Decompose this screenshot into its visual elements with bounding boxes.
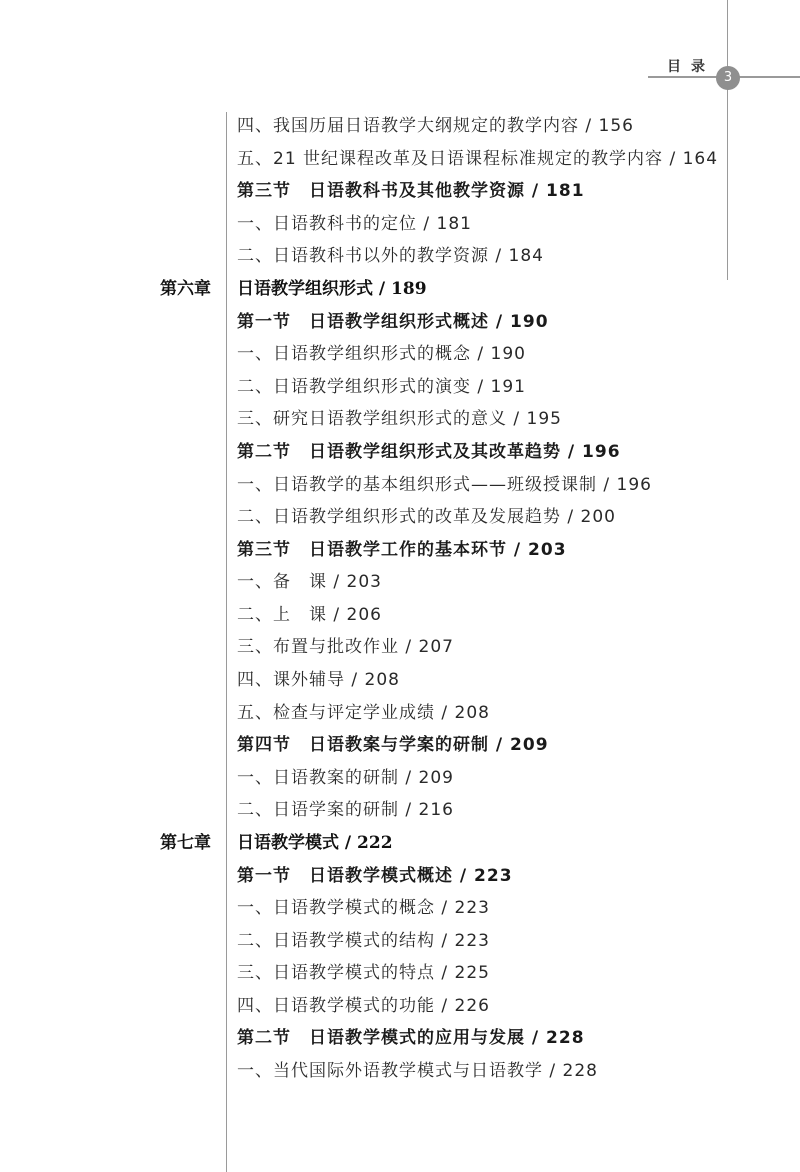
chapter-title[interactable]: 日语教学组织形式 / 189 bbox=[237, 279, 427, 299]
toc-section-entry[interactable]: 第一节 日语教学模式概述 / 223 bbox=[237, 866, 513, 886]
toc-entry[interactable]: 二、日语教学模式的结构 / 223 bbox=[237, 931, 490, 951]
toc-entry[interactable]: 三、研究日语教学组织形式的意义 / 195 bbox=[237, 409, 562, 429]
chapter-label: 第六章 bbox=[160, 279, 211, 299]
toc-entry[interactable]: 一、日语教案的研制 / 209 bbox=[237, 768, 454, 788]
margin-rule bbox=[226, 112, 227, 1172]
toc-section-entry[interactable]: 第三节 日语教学工作的基本环节 / 203 bbox=[237, 540, 567, 560]
toc-entry[interactable]: 四、我国历届日语教学大纲规定的教学内容 / 156 bbox=[237, 116, 634, 136]
toc-entry[interactable]: 五、21 世纪课程改革及日语课程标准规定的教学内容 / 164 bbox=[237, 149, 719, 169]
toc-entry[interactable]: 五、检查与评定学业成绩 / 208 bbox=[237, 703, 490, 723]
toc-section-entry[interactable]: 第三节 日语教科书及其他教学资源 / 181 bbox=[237, 181, 585, 201]
toc-section-entry[interactable]: 第二节 日语教学组织形式及其改革趋势 / 196 bbox=[237, 442, 621, 462]
toc-entry[interactable]: 四、日语教学模式的功能 / 226 bbox=[237, 996, 490, 1016]
toc-entry[interactable]: 一、日语教学模式的概念 / 223 bbox=[237, 898, 490, 918]
header-vertical-rule bbox=[727, 0, 728, 280]
toc-entry[interactable]: 四、课外辅导 / 208 bbox=[237, 670, 400, 690]
chapter-title[interactable]: 日语教学模式 / 222 bbox=[237, 833, 393, 853]
running-header-title: 目录 bbox=[667, 59, 715, 75]
toc-entry[interactable]: 三、布置与批改作业 / 207 bbox=[237, 637, 454, 657]
toc-entry[interactable]: 一、日语教学的基本组织形式——班级授课制 / 196 bbox=[237, 475, 652, 495]
chapter-label: 第七章 bbox=[160, 833, 211, 853]
toc-entry[interactable]: 一、备 课 / 203 bbox=[237, 572, 382, 592]
toc-entry[interactable]: 三、日语教学模式的特点 / 225 bbox=[237, 963, 490, 983]
toc-entry[interactable]: 二、上 课 / 206 bbox=[237, 605, 382, 625]
toc-entry[interactable]: 二、日语教科书以外的教学资源 / 184 bbox=[237, 246, 544, 266]
toc-entry[interactable]: 一、日语教学组织形式的概念 / 190 bbox=[237, 344, 526, 364]
toc-section-entry[interactable]: 第一节 日语教学组织形式概述 / 190 bbox=[237, 312, 549, 332]
toc-entry[interactable]: 一、日语教科书的定位 / 181 bbox=[237, 214, 472, 234]
toc-entry[interactable]: 一、当代国际外语教学模式与日语教学 / 228 bbox=[237, 1061, 598, 1081]
toc-section-entry[interactable]: 第四节 日语教案与学案的研制 / 209 bbox=[237, 735, 549, 755]
toc-entry[interactable]: 二、日语教学组织形式的改革及发展趋势 / 200 bbox=[237, 507, 616, 527]
page-number-badge: 3 bbox=[716, 66, 740, 90]
toc-entry[interactable]: 二、日语学案的研制 / 216 bbox=[237, 800, 454, 820]
toc-section-entry[interactable]: 第二节 日语教学模式的应用与发展 / 228 bbox=[237, 1028, 585, 1048]
toc-entry[interactable]: 二、日语教学组织形式的演变 / 191 bbox=[237, 377, 526, 397]
